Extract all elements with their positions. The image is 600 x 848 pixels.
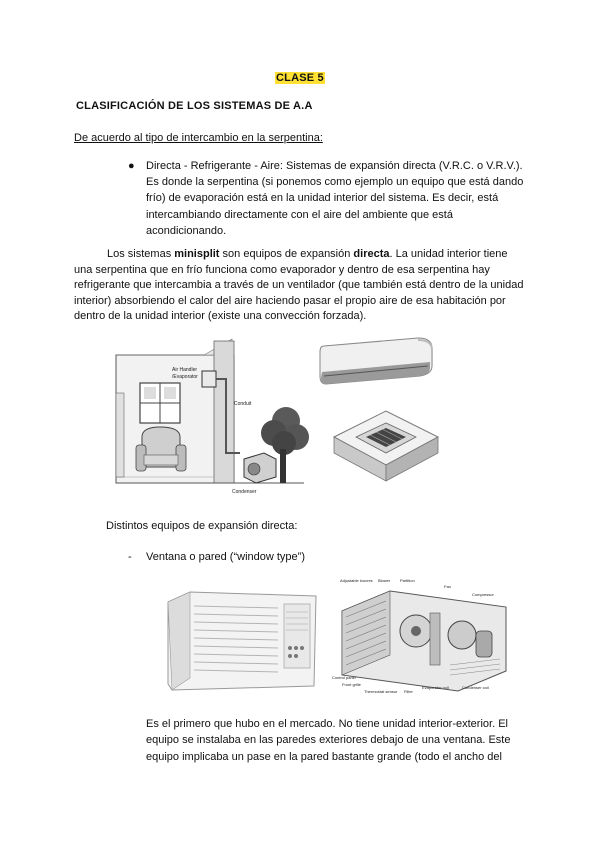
paragraph-line: una serpentina que en frío funciona como evaporador y dentro de esa serpentina hay [74,263,490,276]
cassette-unit-image [324,391,442,497]
conduit-label: Conduit [234,401,252,407]
minisplit-paragraph [74,247,534,325]
bullet-text [146,158,531,239]
evaporator-coil-label: Evaporator coil [422,685,449,690]
condenser-coil-label: Condenser coil [462,685,489,690]
condenser-label: Condenser [232,489,257,495]
bullet-line: Es donde la serpentina (si ponemos como ejemplo un equipo que está dando [146,176,524,189]
page-title: CLASE 5 [276,72,324,84]
bullet-symbol: ● [128,160,135,172]
bottom-line: equipo implicaba un pase en la pared bastante grande (todo el ancho del [146,750,502,763]
filter-label: Filter [404,689,413,694]
window-ac-cutaway-diagram [330,575,512,695]
paragraph-line: refrigerante que intercambia a través de un ventilador (que también está dentro de la unidad [74,279,524,292]
window-type-description [146,716,530,765]
bullet-line: intercambiando directamente con el aire del ambiente que está [146,208,453,221]
bullet-line: frío) de evaporación está en la unidad interior del sistema. Es decir, está [146,192,499,205]
compressor-label: Compressor [472,592,494,597]
partition-label: Partition [400,578,415,583]
window-ac-image [164,588,322,694]
minisplit-house-diagram [114,333,314,501]
bottom-line: Es el primero que hubo en el mercado. No tiene unidad interior-exterior. El [146,718,508,730]
list-item-window-type: Ventana o pared (“window type”) [146,551,305,563]
lead-text: Distintos equipos de expansión directa: [106,520,298,532]
paragraph-prefix: Los sistemas [107,248,175,260]
paragraph-middle: son equipos de expansión [219,248,354,260]
section-heading: CLASIFICACIÓN DE LOS SISTEMAS DE A.A [76,100,313,112]
bold-term-directa: directa [353,248,390,260]
fan-label: Fan [444,584,451,589]
bullet-line: Directa - Refrigerante - Aire: Sistemas de expansión directa (V.R.C. o V.R.V.). [146,160,523,172]
air-handler-label: Air Handler [172,367,198,373]
adjustable-louvres-label: Adjustable louvres [340,578,373,583]
front-grille-label: Front grille [342,682,361,687]
control-panel-label: Control panel [332,675,356,680]
paragraph-line: dentro de la unidad interior (existe una convección forzada). [74,310,367,323]
list-dash: - [128,551,132,563]
thermostat-sensor-label: Thermostat sensor [364,689,398,694]
evaporator-label: /Evaporator [172,374,198,380]
bottom-line: equipo se instalaba en las paredes exteriores debajo de una ventana. Este [146,734,511,747]
paragraph-line [74,247,534,263]
blower-label: Blower [378,578,391,583]
bullet-line: acondicionando. [146,224,227,237]
intro-subheading: De acuerdo al tipo de intercambio en la serpentina: [74,132,323,144]
bold-term-minisplit: minisplit [174,248,220,260]
paragraph-line: interior) absorbiendo el calor del aire haciendo pasar el propio aire de esa habitación por [74,294,506,307]
wall-split-unit-image [318,332,436,387]
paragraph-line1-rest: . La unidad interior tiene [389,248,508,260]
